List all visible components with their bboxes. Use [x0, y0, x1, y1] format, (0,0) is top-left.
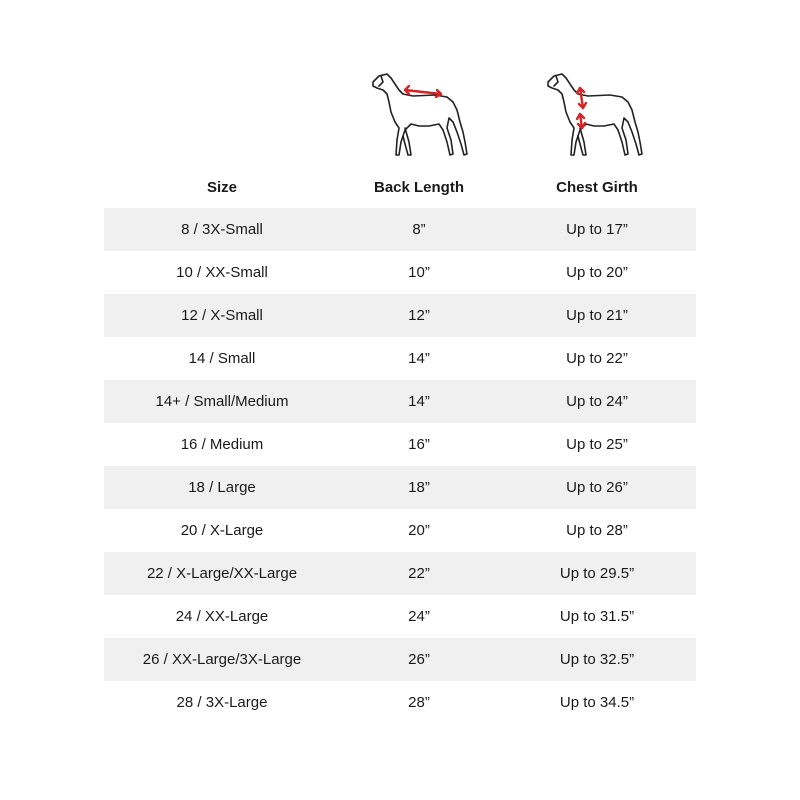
- size-table: [104, 208, 696, 724]
- chest-girth-cell: Up to 26”: [566, 479, 628, 496]
- back-length-cell: 8”: [412, 221, 426, 238]
- table-row: [104, 380, 696, 423]
- chest-girth-cell: Up to 22”: [566, 350, 628, 367]
- size-cell: 18 / Large: [188, 479, 256, 496]
- back-length-cell: 18”: [408, 479, 430, 496]
- size-cell: 16 / Medium: [180, 436, 264, 453]
- size-cell: 14 / Small: [188, 350, 256, 367]
- table-row: [104, 552, 696, 595]
- back-length-cell: 28”: [408, 694, 430, 711]
- table-row: [104, 466, 696, 509]
- size-cell: 22 / X-Large/XX-Large: [146, 565, 298, 582]
- size-cell: 26 / XX-Large/3X-Large: [142, 651, 302, 668]
- chest-girth-cell: Up to 34.5”: [559, 694, 635, 711]
- header-size: Size: [206, 178, 237, 196]
- chest-girth-cell: Up to 21”: [566, 307, 628, 324]
- back-length-cell: 10”: [408, 264, 430, 281]
- size-cell: 8 / 3X-Small: [181, 221, 263, 238]
- chest-girth-cell: Up to 29.5”: [559, 565, 635, 582]
- dog-back-length-icon: [365, 70, 475, 165]
- chest-girth-cell: Up to 25”: [566, 436, 628, 453]
- table-row: [104, 638, 696, 681]
- table-row: [104, 509, 696, 552]
- table-row: [104, 251, 696, 294]
- chest-girth-cell: Up to 28”: [566, 522, 628, 539]
- size-cell: 24 / XX-Large: [175, 608, 269, 625]
- table-row: [104, 337, 696, 380]
- size-cell: 28 / 3X-Large: [176, 694, 268, 711]
- size-cell: 10 / XX-Small: [176, 264, 268, 281]
- table-row: [104, 595, 696, 638]
- table-row: [104, 423, 696, 466]
- chest-girth-cell: Up to 20”: [566, 264, 628, 281]
- size-cell: 12 / X-Small: [181, 307, 263, 324]
- back-length-cell: 24”: [408, 608, 430, 625]
- header-back-length: Back Length: [373, 178, 464, 196]
- table-row: [104, 294, 696, 337]
- chest-girth-cell: Up to 31.5”: [559, 608, 635, 625]
- back-length-cell: 14”: [408, 393, 430, 410]
- size-cell: 20 / X-Large: [180, 522, 264, 539]
- back-length-cell: 20”: [408, 522, 430, 539]
- back-length-cell: 12”: [408, 307, 430, 324]
- back-length-cell: 26”: [408, 651, 430, 668]
- chest-girth-cell: Up to 17”: [566, 221, 628, 238]
- back-length-cell: 14”: [408, 350, 430, 367]
- header-chest-girth: Chest Girth: [556, 178, 638, 196]
- table-row: [104, 681, 696, 724]
- dog-chest-girth-icon: [540, 70, 650, 165]
- size-cell: 14+ / Small/Medium: [155, 393, 289, 410]
- chest-girth-cell: Up to 24”: [566, 393, 628, 410]
- table-header: [104, 172, 696, 202]
- table-row: [104, 208, 696, 251]
- back-length-cell: 22”: [408, 565, 430, 582]
- back-length-cell: 16”: [408, 436, 430, 453]
- chest-girth-cell: Up to 32.5”: [559, 651, 635, 668]
